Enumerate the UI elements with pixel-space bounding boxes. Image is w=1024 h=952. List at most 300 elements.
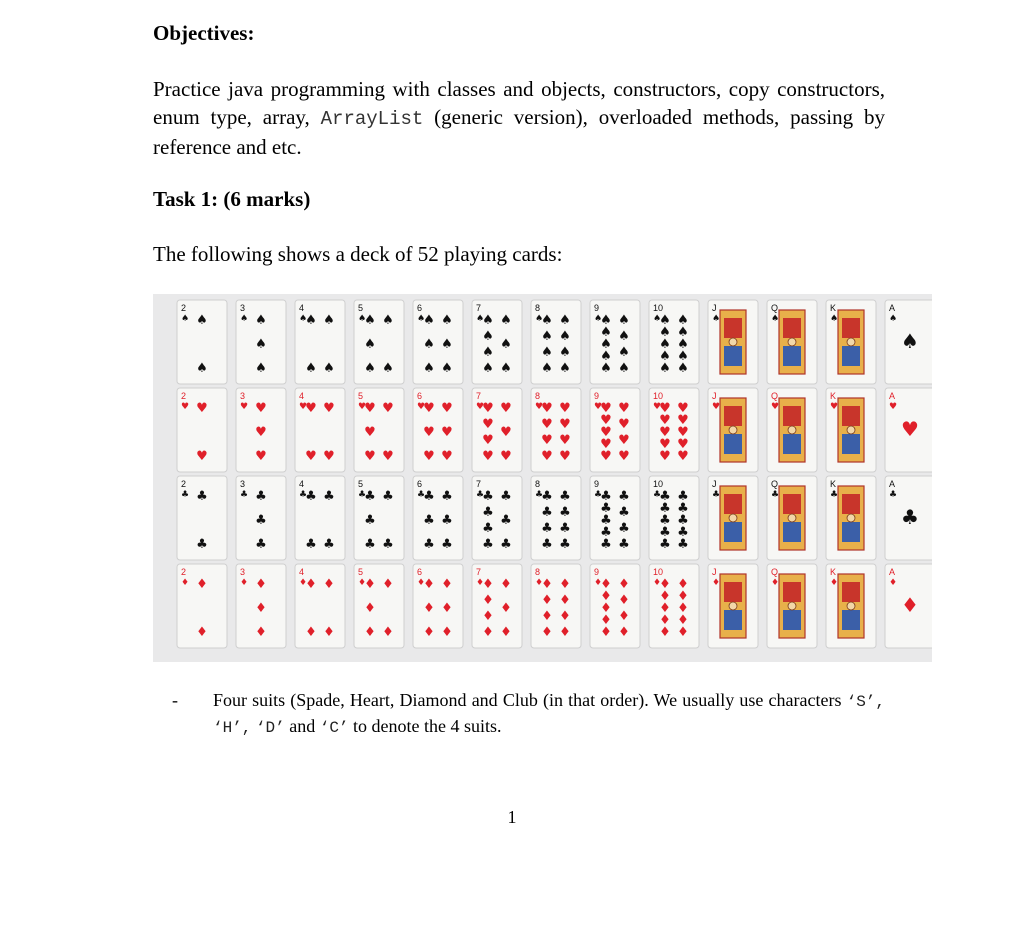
card-suit-pip: ♦: [559, 577, 571, 592]
card-suit-pip: ♠: [659, 313, 671, 328]
card-suit-pip: ♦: [181, 578, 190, 588]
card-suit-pip: ♣: [600, 537, 612, 552]
card-club-A: [885, 476, 932, 560]
char-h: ‘H’,: [213, 719, 252, 737]
card-suit-pip: ♦: [299, 578, 308, 588]
court-figure-robe: [724, 582, 742, 602]
card-suit-pip: ♠: [653, 314, 662, 324]
card-suit-pip: ♣: [196, 489, 208, 504]
card-rank-label: 10: [653, 303, 664, 313]
card-suit-pip: ♠: [677, 361, 689, 376]
card-suit-pip: ♣: [541, 505, 553, 520]
card-club-3: [236, 476, 286, 560]
card-suit-pip: ♣: [482, 537, 494, 552]
card-suit-pip: ♣: [659, 501, 671, 516]
card-suit-pip: ♠: [382, 313, 394, 328]
card-suit-pip: ♥: [541, 401, 553, 416]
court-figure-robe: [842, 318, 860, 338]
card-suit-pip: ♦: [476, 578, 485, 588]
card-diamond-9: [590, 564, 640, 648]
card-rank-label: A: [889, 567, 896, 577]
card-suit-pip: ♣: [677, 525, 689, 540]
card-suit-pip: ♦: [677, 625, 689, 640]
intro-text-1: Practice java programming with classes and objects, constructors, copy constructors, enum type, array,: [153, 77, 885, 129]
card-suit-pip: ♦: [559, 609, 571, 624]
card-suit-pip: ♠: [901, 329, 919, 353]
card-spade-2: [177, 300, 227, 384]
card-suit-pip: ♠: [618, 361, 630, 376]
card-suit-pip: ♦: [618, 593, 630, 608]
card-suit-pip: ♦: [600, 589, 612, 604]
court-figure-face: [729, 514, 737, 522]
court-figure-face: [729, 338, 737, 346]
char-d: ‘D’: [255, 719, 285, 737]
card-rank-label: 4: [299, 567, 305, 577]
card-spade-3: [236, 300, 286, 384]
card-suit-pip: ♥: [382, 401, 394, 416]
card-suit-pip: ♥: [441, 425, 453, 440]
card-suit-pip: ♥: [423, 449, 435, 464]
card-suit-pip: ♣: [600, 501, 612, 516]
court-figure-robe: [783, 582, 801, 602]
card-suit-pip: ♠: [196, 361, 208, 376]
card-club-6: [413, 476, 463, 560]
card-suit-pip: ♣: [423, 513, 435, 528]
card-suit-pip: ♥: [364, 401, 376, 416]
card-suit-pip: ♣: [255, 537, 267, 552]
card-suit-pip: ♦: [196, 625, 208, 640]
card-suit-pip: ♦: [600, 613, 612, 628]
card-suit-pip: ♣: [482, 505, 494, 520]
card-rank-label: Q: [771, 567, 779, 577]
card-suit-pip: ♦: [482, 609, 494, 624]
card-club-8: [531, 476, 581, 560]
card-diamond-10: [649, 564, 699, 648]
card-rank-label: 10: [653, 391, 664, 401]
card-suit-pip: ♥: [196, 401, 208, 416]
card-suit-pip: ♦: [305, 577, 317, 592]
card-suit-pip: ♠: [535, 314, 544, 324]
card-suit-pip: ♠: [255, 337, 267, 352]
court-figure-robe: [724, 318, 742, 338]
card-suit-pip: ♦: [659, 625, 671, 640]
card-suit-pip: ♠: [441, 337, 453, 352]
card-diamond-Q: [767, 564, 817, 648]
card-suit-pip: ♦: [901, 593, 919, 617]
card-suit-pip: ♠: [500, 313, 512, 328]
card-heart-A: [885, 388, 932, 472]
card-suit-pip: ♥: [364, 449, 376, 464]
card-suit-pip: ♠: [417, 314, 426, 324]
card-suit-pip: ♥: [482, 433, 494, 448]
card-rank-label: J: [712, 567, 717, 577]
card-suit-pip: ♣: [482, 489, 494, 504]
card-suit-pip: ♣: [677, 537, 689, 552]
card-heart-2: [177, 388, 227, 472]
card-suit-pip: ♣: [364, 489, 376, 504]
card-suit-pip: ♥: [559, 449, 571, 464]
card-rank-label: 7: [476, 391, 482, 401]
card-rank-label: 9: [594, 567, 600, 577]
card-suit-pip: ♣: [659, 513, 671, 528]
card-suit-pip: ♠: [618, 313, 630, 328]
card-suit-pip: ♦: [423, 625, 435, 640]
card-diamond-2: [177, 564, 227, 648]
card-suit-pip: ♠: [771, 314, 780, 324]
card-rank-label: 7: [476, 479, 482, 489]
card-suit-pip: ♠: [677, 325, 689, 340]
task-heading: Task 1: (6 marks): [153, 187, 311, 211]
card-suit-pip: ♦: [541, 593, 553, 608]
card-suit-pip: ♦: [653, 578, 662, 588]
card-suit-pip: ♦: [600, 577, 612, 592]
card-suit-pip: ♣: [181, 490, 190, 500]
card-suit-pip: ♣: [323, 537, 335, 552]
card-suit-pip: ♥: [441, 449, 453, 464]
card-rank-label: 6: [417, 391, 423, 401]
card-suit-pip: ♥: [541, 433, 553, 448]
objectives-heading: Objectives:: [153, 21, 255, 45]
card-suit-pip: ♦: [323, 577, 335, 592]
court-figure-robe: [842, 522, 860, 542]
card-suit-pip: ♣: [559, 537, 571, 552]
intro-text-2: (generic version), overloaded methods, passing by reference and etc.: [153, 105, 885, 159]
card-suit-pip: ♦: [830, 578, 839, 588]
card-rank-label: 9: [594, 303, 600, 313]
card-spade-9: [590, 300, 640, 384]
card-suit-pip: ♣: [500, 513, 512, 528]
card-club-J: [708, 476, 758, 560]
card-suit-pip: ♥: [255, 401, 267, 416]
card-suit-pip: ♥: [600, 449, 612, 464]
card-suit-pip: ♥: [677, 437, 689, 452]
card-suit-pip: ♣: [677, 489, 689, 504]
card-suit-pip: ♦: [255, 625, 267, 640]
card-rank-label: 5: [358, 567, 364, 577]
card-suit-pip: ♥: [594, 402, 603, 412]
card-suit-pip: ♠: [618, 329, 630, 344]
card-spade-Q: [767, 300, 817, 384]
card-suit-pip: ♦: [559, 625, 571, 640]
card-rank-label: 4: [299, 479, 305, 489]
card-rank-label: 8: [535, 567, 541, 577]
card-suit-pip: ♥: [305, 401, 317, 416]
lead-text: The following shows a deck of 52 playing cards:: [153, 242, 563, 266]
card-suit-pip: ♠: [559, 329, 571, 344]
card-suit-pip: ♣: [441, 537, 453, 552]
card-suit-pip: ♥: [677, 425, 689, 440]
card-suit-pip: ♠: [323, 313, 335, 328]
card-suit-pip: ♦: [255, 577, 267, 592]
char-c: ‘C’: [319, 719, 349, 737]
card-suit-pip: ♣: [358, 490, 367, 500]
card-suit-pip: ♠: [677, 337, 689, 352]
card-spade-6: [413, 300, 463, 384]
card-suit-pip: ♠: [482, 313, 494, 328]
card-suit-pip: ♣: [535, 490, 544, 500]
card-suit-pip: ♣: [600, 525, 612, 540]
court-figure-face: [847, 602, 855, 610]
card-suit-pip: ♥: [423, 425, 435, 440]
card-rank-label: 9: [594, 479, 600, 489]
card-diamond-7: [472, 564, 522, 648]
court-figure-robe: [842, 346, 860, 366]
card-suit-pip: ♣: [240, 490, 249, 500]
card-suit-pip: ♥: [500, 449, 512, 464]
card-rank-label: A: [889, 479, 896, 489]
card-suit-pip: ♣: [423, 537, 435, 552]
card-suit-pip: ♣: [364, 537, 376, 552]
card-suit-pip: ♠: [255, 361, 267, 376]
court-figure-face: [788, 514, 796, 522]
court-figure-robe: [783, 346, 801, 366]
card-suit-pip: ♦: [712, 578, 721, 588]
card-club-Q: [767, 476, 817, 560]
card-suit-pip: ♥: [771, 402, 780, 412]
card-suit-pip: ♣: [600, 513, 612, 528]
card-suit-pip: ♦: [500, 625, 512, 640]
card-suit-pip: ♦: [659, 613, 671, 628]
bullet-text-2: to denote the 4 suits.: [348, 716, 502, 736]
court-figure-robe: [724, 406, 742, 426]
card-spade-8: [531, 300, 581, 384]
bullet-and: and: [284, 716, 320, 736]
card-suit-pip: ♦: [423, 601, 435, 616]
card-suit-pip: ♥: [659, 425, 671, 440]
card-suit-pip: ♠: [559, 345, 571, 360]
card-heart-J: [708, 388, 758, 472]
card-suit-pip: ♣: [305, 489, 317, 504]
card-suit-pip: ♠: [476, 314, 485, 324]
card-suit-pip: ♦: [423, 577, 435, 592]
card-heart-3: [236, 388, 286, 472]
card-rank-label: 8: [535, 479, 541, 489]
card-spade-A: [885, 300, 932, 384]
card-suit-pip: ♠: [482, 329, 494, 344]
card-suit-pip: ♥: [323, 449, 335, 464]
intro-paragraph: [153, 75, 885, 161]
card-diamond-5: [354, 564, 404, 648]
card-suit-pip: ♥: [889, 402, 898, 412]
card-suit-pip: ♣: [323, 489, 335, 504]
card-suit-pip: ♥: [299, 402, 308, 412]
court-figure-face: [788, 338, 796, 346]
card-rank-label: 3: [240, 479, 246, 489]
card-suit-pip: ♠: [364, 313, 376, 328]
card-suit-pip: ♥: [476, 402, 485, 412]
card-suit-pip: ♠: [559, 361, 571, 376]
card-rank-label: Q: [771, 391, 779, 401]
card-suit-pip: ♠: [255, 313, 267, 328]
card-suit-pip: ♠: [323, 361, 335, 376]
card-suit-pip: ♠: [659, 337, 671, 352]
card-suit-pip: ♣: [382, 537, 394, 552]
card-suit-pip: ♣: [677, 513, 689, 528]
card-rank-label: J: [712, 479, 717, 489]
card-club-9: [590, 476, 640, 560]
card-heart-K: [826, 388, 876, 472]
card-club-7: [472, 476, 522, 560]
card-suit-pip: ♥: [541, 417, 553, 432]
card-suit-pip: ♠: [305, 361, 317, 376]
card-rank-label: 5: [358, 303, 364, 313]
court-figure-robe: [842, 406, 860, 426]
card-suit-pip: ♣: [196, 537, 208, 552]
card-rank-label: Q: [771, 479, 779, 489]
card-rank-label: 6: [417, 303, 423, 313]
card-suit-pip: ♠: [240, 314, 249, 324]
card-rank-label: 6: [417, 479, 423, 489]
card-diamond-6: [413, 564, 463, 648]
card-suit-pip: ♦: [600, 601, 612, 616]
card-suit-pip: ♣: [500, 489, 512, 504]
card-rank-label: A: [889, 303, 896, 313]
card-suit-pip: ♣: [255, 489, 267, 504]
card-suit-pip: ♠: [364, 337, 376, 352]
card-club-10: [649, 476, 699, 560]
card-deck-figure: [153, 294, 932, 662]
card-suit-pip: ♣: [482, 521, 494, 536]
card-suit-pip: ♥: [677, 449, 689, 464]
card-suit-pip: ♣: [659, 537, 671, 552]
card-suit-pip: ♦: [541, 625, 553, 640]
card-suit-pip: ♥: [559, 433, 571, 448]
card-suit-pip: ♠: [600, 361, 612, 376]
court-figure-robe: [724, 434, 742, 454]
card-heart-7: [472, 388, 522, 472]
card-suit-pip: ♠: [677, 313, 689, 328]
card-suit-pip: ♥: [659, 449, 671, 464]
card-rank-label: 10: [653, 479, 664, 489]
card-rank-label: 3: [240, 567, 246, 577]
card-suit-pip: ♣: [901, 505, 919, 529]
card-heart-10: [649, 388, 699, 472]
card-suit-pip: ♥: [600, 413, 612, 428]
card-suit-pip: ♠: [441, 313, 453, 328]
card-suit-pip: ♠: [423, 337, 435, 352]
card-suit-pip: ♠: [482, 345, 494, 360]
card-suit-pip: ♦: [600, 625, 612, 640]
card-spade-7: [472, 300, 522, 384]
card-suit-pip: ♥: [255, 425, 267, 440]
card-club-2: [177, 476, 227, 560]
card-suit-pip: ♠: [181, 314, 190, 324]
card-suit-pip: ♠: [830, 314, 839, 324]
card-suit-pip: ♦: [441, 625, 453, 640]
card-suit-pip: ♥: [830, 402, 839, 412]
card-rank-label: K: [830, 391, 837, 401]
card-suit-pip: ♠: [541, 345, 553, 360]
card-suit-pip: ♣: [541, 521, 553, 536]
card-suit-pip: ♠: [618, 345, 630, 360]
card-rank-label: 3: [240, 303, 246, 313]
card-suit-pip: ♣: [830, 490, 839, 500]
card-suit-pip: ♦: [196, 577, 208, 592]
bullet-text: [213, 688, 885, 740]
card-rank-label: 2: [181, 303, 187, 313]
court-figure-robe: [724, 522, 742, 542]
card-suit-pip: ♣: [476, 490, 485, 500]
card-club-5: [354, 476, 404, 560]
card-suit-pip: ♦: [441, 577, 453, 592]
card-rank-label: K: [830, 479, 837, 489]
card-suit-pip: ♣: [771, 490, 780, 500]
card-heart-6: [413, 388, 463, 472]
card-suit-pip: ♦: [358, 578, 367, 588]
card-heart-5: [354, 388, 404, 472]
card-suit-pip: ♣: [618, 521, 630, 536]
card-suit-pip: ♣: [618, 489, 630, 504]
card-suit-pip: ♦: [364, 625, 376, 640]
card-rank-label: 2: [181, 479, 187, 489]
card-suit-pip: ♠: [382, 361, 394, 376]
card-suit-pip: ♣: [618, 505, 630, 520]
court-figure-face: [788, 602, 796, 610]
card-suit-pip: ♦: [482, 593, 494, 608]
card-suit-pip: ♦: [594, 578, 603, 588]
card-suit-pip: ♠: [541, 361, 553, 376]
card-suit-pip: ♠: [712, 314, 721, 324]
card-suit-pip: ♥: [181, 402, 190, 412]
court-figure-robe: [842, 494, 860, 514]
page-number: 1: [507, 807, 517, 827]
card-suit-pip: ♣: [559, 489, 571, 504]
card-suit-pip: ♣: [712, 490, 721, 500]
card-suit-pip: ♣: [441, 489, 453, 504]
card-suit-pip: ♥: [618, 417, 630, 432]
card-suit-pip: ♣: [500, 537, 512, 552]
card-suit-pip: ♦: [659, 577, 671, 592]
card-suit-pip: ♥: [559, 417, 571, 432]
card-suit-pip: ♣: [659, 525, 671, 540]
court-figure-robe: [783, 406, 801, 426]
card-suit-pip: ♦: [482, 577, 494, 592]
playing-cards-photo: [153, 294, 932, 662]
court-figure-face: [847, 426, 855, 434]
card-suit-pip: ♥: [305, 449, 317, 464]
card-suit-pip: ♥: [659, 401, 671, 416]
card-suit-pip: ♦: [323, 625, 335, 640]
card-suit-pip: ♠: [364, 361, 376, 376]
card-rank-label: J: [712, 303, 717, 313]
card-suit-pip: ♠: [423, 361, 435, 376]
card-suit-pip: ♥: [677, 413, 689, 428]
card-rank-label: 8: [535, 391, 541, 401]
card-rank-label: 2: [181, 391, 187, 401]
card-rank-label: 10: [653, 567, 664, 577]
card-suit-pip: ♥: [417, 402, 426, 412]
card-suit-pip: ♥: [196, 449, 208, 464]
card-suit-pip: ♥: [382, 449, 394, 464]
card-suit-pip: ♣: [541, 537, 553, 552]
court-figure-robe: [724, 494, 742, 514]
card-suit-pip: ♦: [382, 625, 394, 640]
card-suit-pip: ♦: [771, 578, 780, 588]
card-suit-pip: ♥: [653, 402, 662, 412]
card-spade-J: [708, 300, 758, 384]
bullet-dash: -: [172, 690, 178, 710]
card-suit-pip: ♦: [364, 577, 376, 592]
court-figure-face: [847, 338, 855, 346]
card-suit-pip: ♣: [382, 489, 394, 504]
card-suit-pip: ♠: [889, 314, 898, 324]
card-suit-pip: ♣: [299, 490, 308, 500]
card-suit-pip: ♦: [541, 609, 553, 624]
card-heart-4: [295, 388, 345, 472]
card-suit-pip: ♠: [600, 325, 612, 340]
card-suit-pip: ♣: [423, 489, 435, 504]
card-rank-label: K: [830, 303, 837, 313]
